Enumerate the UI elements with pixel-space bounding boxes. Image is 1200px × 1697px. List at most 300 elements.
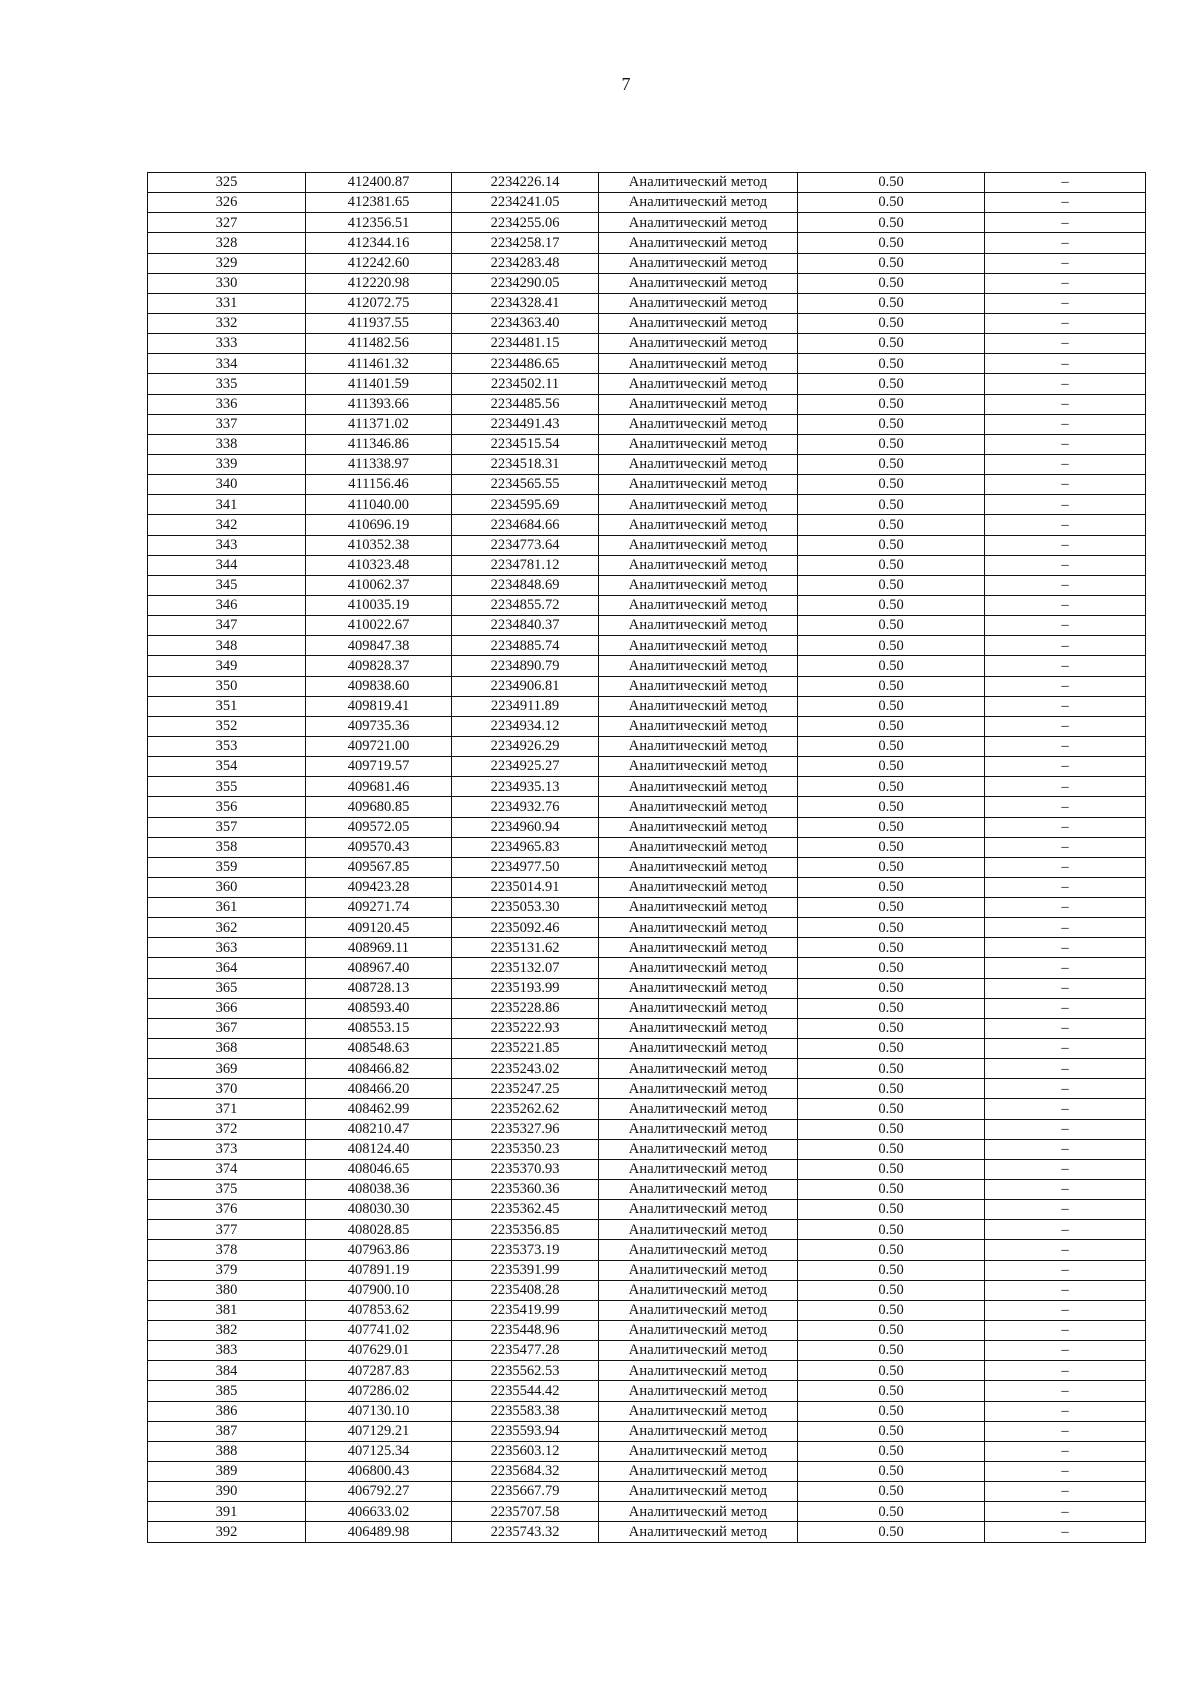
note-cell: – xyxy=(985,1240,1146,1260)
method-cell: Аналитический метод xyxy=(599,1341,798,1361)
x-coordinate-cell: 407741.02 xyxy=(306,1321,452,1341)
table-row xyxy=(148,918,1146,938)
method-cell: Аналитический метод xyxy=(599,173,798,193)
y-coordinate-cell: 2235360.36 xyxy=(452,1180,599,1200)
table-row xyxy=(148,1462,1146,1482)
method-cell: Аналитический метод xyxy=(599,434,798,454)
y-coordinate-cell: 2235362.45 xyxy=(452,1200,599,1220)
note-cell: – xyxy=(985,273,1146,293)
method-cell: Аналитический метод xyxy=(599,1139,798,1159)
x-coordinate-cell: 406489.98 xyxy=(306,1522,452,1542)
accuracy-cell: 0.50 xyxy=(798,797,985,817)
point-number-cell: 342 xyxy=(148,515,306,535)
x-coordinate-cell: 409719.57 xyxy=(306,757,452,777)
note-cell: – xyxy=(985,434,1146,454)
accuracy-cell: 0.50 xyxy=(798,595,985,615)
note-cell: – xyxy=(985,1502,1146,1522)
x-coordinate-cell: 408046.65 xyxy=(306,1159,452,1179)
accuracy-cell: 0.50 xyxy=(798,636,985,656)
accuracy-cell: 0.50 xyxy=(798,273,985,293)
method-cell: Аналитический метод xyxy=(599,1260,798,1280)
x-coordinate-cell: 409570.43 xyxy=(306,837,452,857)
method-cell: Аналитический метод xyxy=(599,1462,798,1482)
table-row xyxy=(148,454,1146,474)
point-number-cell: 392 xyxy=(148,1522,306,1542)
note-cell: – xyxy=(985,676,1146,696)
table-row xyxy=(148,213,1146,233)
method-cell: Аналитический метод xyxy=(599,1280,798,1300)
x-coordinate-cell: 408728.13 xyxy=(306,978,452,998)
x-coordinate-cell: 408466.82 xyxy=(306,1059,452,1079)
x-coordinate-cell: 408124.40 xyxy=(306,1139,452,1159)
table-row xyxy=(148,716,1146,736)
table-row xyxy=(148,736,1146,756)
y-coordinate-cell: 2234773.64 xyxy=(452,535,599,555)
method-cell: Аналитический метод xyxy=(599,1502,798,1522)
note-cell: – xyxy=(985,616,1146,636)
method-cell: Аналитический метод xyxy=(599,193,798,213)
y-coordinate-cell: 2235228.86 xyxy=(452,998,599,1018)
point-number-cell: 350 xyxy=(148,676,306,696)
method-cell: Аналитический метод xyxy=(599,877,798,897)
method-cell: Аналитический метод xyxy=(599,454,798,474)
x-coordinate-cell: 410323.48 xyxy=(306,555,452,575)
x-coordinate-cell: 408028.85 xyxy=(306,1220,452,1240)
coordinates-table xyxy=(147,172,1146,1543)
table-row xyxy=(148,636,1146,656)
table-row xyxy=(148,857,1146,877)
note-cell: – xyxy=(985,757,1146,777)
y-coordinate-cell: 2235667.79 xyxy=(452,1482,599,1502)
y-coordinate-cell: 2235243.02 xyxy=(452,1059,599,1079)
method-cell: Аналитический метод xyxy=(599,1119,798,1139)
method-cell: Аналитический метод xyxy=(599,374,798,394)
table-row xyxy=(148,1220,1146,1240)
point-number-cell: 386 xyxy=(148,1401,306,1421)
table-row xyxy=(148,1200,1146,1220)
note-cell: – xyxy=(985,1220,1146,1240)
x-coordinate-cell: 407287.83 xyxy=(306,1361,452,1381)
table-row xyxy=(148,797,1146,817)
accuracy-cell: 0.50 xyxy=(798,757,985,777)
x-coordinate-cell: 409572.05 xyxy=(306,817,452,837)
x-coordinate-cell: 409838.60 xyxy=(306,676,452,696)
method-cell: Аналитический метод xyxy=(599,1200,798,1220)
method-cell: Аналитический метод xyxy=(599,998,798,1018)
table-row xyxy=(148,273,1146,293)
x-coordinate-cell: 411937.55 xyxy=(306,313,452,333)
point-number-cell: 372 xyxy=(148,1119,306,1139)
x-coordinate-cell: 410062.37 xyxy=(306,575,452,595)
y-coordinate-cell: 2234965.83 xyxy=(452,837,599,857)
accuracy-cell: 0.50 xyxy=(798,616,985,636)
point-number-cell: 346 xyxy=(148,595,306,615)
point-number-cell: 353 xyxy=(148,736,306,756)
note-cell: – xyxy=(985,1300,1146,1320)
method-cell: Аналитический метод xyxy=(599,595,798,615)
method-cell: Аналитический метод xyxy=(599,414,798,434)
table-row xyxy=(148,656,1146,676)
x-coordinate-cell: 410022.67 xyxy=(306,616,452,636)
y-coordinate-cell: 2235221.85 xyxy=(452,1039,599,1059)
note-cell: – xyxy=(985,535,1146,555)
y-coordinate-cell: 2234328.41 xyxy=(452,293,599,313)
note-cell: – xyxy=(985,293,1146,313)
x-coordinate-cell: 411401.59 xyxy=(306,374,452,394)
method-cell: Аналитический метод xyxy=(599,757,798,777)
x-coordinate-cell: 407125.34 xyxy=(306,1441,452,1461)
accuracy-cell: 0.50 xyxy=(798,958,985,978)
note-cell: – xyxy=(985,958,1146,978)
x-coordinate-cell: 409847.38 xyxy=(306,636,452,656)
accuracy-cell: 0.50 xyxy=(798,676,985,696)
accuracy-cell: 0.50 xyxy=(798,1079,985,1099)
x-coordinate-cell: 412381.65 xyxy=(306,193,452,213)
point-number-cell: 390 xyxy=(148,1482,306,1502)
accuracy-cell: 0.50 xyxy=(798,1220,985,1240)
accuracy-cell: 0.50 xyxy=(798,1300,985,1320)
accuracy-cell: 0.50 xyxy=(798,253,985,273)
y-coordinate-cell: 2235603.12 xyxy=(452,1441,599,1461)
table-row xyxy=(148,293,1146,313)
point-number-cell: 337 xyxy=(148,414,306,434)
y-coordinate-cell: 2234684.66 xyxy=(452,515,599,535)
accuracy-cell: 0.50 xyxy=(798,938,985,958)
method-cell: Аналитический метод xyxy=(599,817,798,837)
x-coordinate-cell: 411338.97 xyxy=(306,454,452,474)
table-row xyxy=(148,1341,1146,1361)
table-row xyxy=(148,757,1146,777)
y-coordinate-cell: 2235583.38 xyxy=(452,1401,599,1421)
point-number-cell: 389 xyxy=(148,1462,306,1482)
method-cell: Аналитический метод xyxy=(599,857,798,877)
x-coordinate-cell: 409721.00 xyxy=(306,736,452,756)
note-cell: – xyxy=(985,716,1146,736)
x-coordinate-cell: 409680.85 xyxy=(306,797,452,817)
note-cell: – xyxy=(985,1441,1146,1461)
x-coordinate-cell: 411040.00 xyxy=(306,495,452,515)
point-number-cell: 376 xyxy=(148,1200,306,1220)
method-cell: Аналитический метод xyxy=(599,1321,798,1341)
accuracy-cell: 0.50 xyxy=(798,857,985,877)
x-coordinate-cell: 412356.51 xyxy=(306,213,452,233)
table-row xyxy=(148,1099,1146,1119)
x-coordinate-cell: 407129.21 xyxy=(306,1421,452,1441)
y-coordinate-cell: 2235053.30 xyxy=(452,898,599,918)
x-coordinate-cell: 408462.99 xyxy=(306,1099,452,1119)
table-row xyxy=(148,233,1146,253)
method-cell: Аналитический метод xyxy=(599,1099,798,1119)
method-cell: Аналитический метод xyxy=(599,1018,798,1038)
x-coordinate-cell: 409735.36 xyxy=(306,716,452,736)
x-coordinate-cell: 407629.01 xyxy=(306,1341,452,1361)
note-cell: – xyxy=(985,1119,1146,1139)
note-cell: – xyxy=(985,898,1146,918)
accuracy-cell: 0.50 xyxy=(798,1441,985,1461)
y-coordinate-cell: 2234481.15 xyxy=(452,334,599,354)
note-cell: – xyxy=(985,313,1146,333)
point-number-cell: 385 xyxy=(148,1381,306,1401)
table-row xyxy=(148,434,1146,454)
note-cell: – xyxy=(985,213,1146,233)
point-number-cell: 328 xyxy=(148,233,306,253)
accuracy-cell: 0.50 xyxy=(798,374,985,394)
accuracy-cell: 0.50 xyxy=(798,475,985,495)
table-row xyxy=(148,334,1146,354)
method-cell: Аналитический метод xyxy=(599,918,798,938)
note-cell: – xyxy=(985,797,1146,817)
method-cell: Аналитический метод xyxy=(599,1079,798,1099)
note-cell: – xyxy=(985,736,1146,756)
method-cell: Аналитический метод xyxy=(599,716,798,736)
note-cell: – xyxy=(985,696,1146,716)
note-cell: – xyxy=(985,656,1146,676)
accuracy-cell: 0.50 xyxy=(798,1139,985,1159)
table-row xyxy=(148,535,1146,555)
y-coordinate-cell: 2235356.85 xyxy=(452,1220,599,1240)
method-cell: Аналитический метод xyxy=(599,636,798,656)
table-row xyxy=(148,1240,1146,1260)
table-row xyxy=(148,253,1146,273)
note-cell: – xyxy=(985,253,1146,273)
note-cell: – xyxy=(985,193,1146,213)
point-number-cell: 327 xyxy=(148,213,306,233)
method-cell: Аналитический метод xyxy=(599,1482,798,1502)
table-row xyxy=(148,1260,1146,1280)
y-coordinate-cell: 2235193.99 xyxy=(452,978,599,998)
accuracy-cell: 0.50 xyxy=(798,515,985,535)
method-cell: Аналитический метод xyxy=(599,1159,798,1179)
accuracy-cell: 0.50 xyxy=(798,354,985,374)
point-number-cell: 325 xyxy=(148,173,306,193)
y-coordinate-cell: 2235014.91 xyxy=(452,877,599,897)
table-row xyxy=(148,1381,1146,1401)
y-coordinate-cell: 2234885.74 xyxy=(452,636,599,656)
method-cell: Аналитический метод xyxy=(599,1039,798,1059)
point-number-cell: 370 xyxy=(148,1079,306,1099)
point-number-cell: 378 xyxy=(148,1240,306,1260)
y-coordinate-cell: 2235262.62 xyxy=(452,1099,599,1119)
note-cell: – xyxy=(985,938,1146,958)
accuracy-cell: 0.50 xyxy=(798,434,985,454)
table-row xyxy=(148,1139,1146,1159)
method-cell: Аналитический метод xyxy=(599,797,798,817)
point-number-cell: 369 xyxy=(148,1059,306,1079)
table-row xyxy=(148,1059,1146,1079)
y-coordinate-cell: 2235222.93 xyxy=(452,1018,599,1038)
method-cell: Аналитический метод xyxy=(599,696,798,716)
y-coordinate-cell: 2234290.05 xyxy=(452,273,599,293)
note-cell: – xyxy=(985,857,1146,877)
x-coordinate-cell: 411371.02 xyxy=(306,414,452,434)
note-cell: – xyxy=(985,414,1146,434)
x-coordinate-cell: 409120.45 xyxy=(306,918,452,938)
table-row xyxy=(148,1300,1146,1320)
point-number-cell: 366 xyxy=(148,998,306,1018)
x-coordinate-cell: 408038.36 xyxy=(306,1180,452,1200)
point-number-cell: 368 xyxy=(148,1039,306,1059)
y-coordinate-cell: 2234932.76 xyxy=(452,797,599,817)
x-coordinate-cell: 408030.30 xyxy=(306,1200,452,1220)
point-number-cell: 338 xyxy=(148,434,306,454)
table-row xyxy=(148,515,1146,535)
accuracy-cell: 0.50 xyxy=(798,1462,985,1482)
y-coordinate-cell: 2234565.55 xyxy=(452,475,599,495)
y-coordinate-cell: 2235408.28 xyxy=(452,1280,599,1300)
note-cell: – xyxy=(985,1139,1146,1159)
y-coordinate-cell: 2235684.32 xyxy=(452,1462,599,1482)
point-number-cell: 336 xyxy=(148,394,306,414)
point-number-cell: 360 xyxy=(148,877,306,897)
x-coordinate-cell: 410035.19 xyxy=(306,595,452,615)
table-row xyxy=(148,1502,1146,1522)
note-cell: – xyxy=(985,454,1146,474)
point-number-cell: 326 xyxy=(148,193,306,213)
table-row xyxy=(148,193,1146,213)
point-number-cell: 340 xyxy=(148,475,306,495)
y-coordinate-cell: 2234515.54 xyxy=(452,434,599,454)
note-cell: – xyxy=(985,1059,1146,1079)
y-coordinate-cell: 2234781.12 xyxy=(452,555,599,575)
x-coordinate-cell: 411482.56 xyxy=(306,334,452,354)
table-row xyxy=(148,313,1146,333)
point-number-cell: 364 xyxy=(148,958,306,978)
point-number-cell: 380 xyxy=(148,1280,306,1300)
x-coordinate-cell: 408967.40 xyxy=(306,958,452,978)
y-coordinate-cell: 2235391.99 xyxy=(452,1260,599,1280)
accuracy-cell: 0.50 xyxy=(798,1401,985,1421)
table-row xyxy=(148,414,1146,434)
table-row xyxy=(148,1159,1146,1179)
table-row xyxy=(148,1441,1146,1461)
accuracy-cell: 0.50 xyxy=(798,1099,985,1119)
x-coordinate-cell: 407130.10 xyxy=(306,1401,452,1421)
x-coordinate-cell: 409819.41 xyxy=(306,696,452,716)
point-number-cell: 335 xyxy=(148,374,306,394)
accuracy-cell: 0.50 xyxy=(798,193,985,213)
y-coordinate-cell: 2234960.94 xyxy=(452,817,599,837)
accuracy-cell: 0.50 xyxy=(798,394,985,414)
point-number-cell: 374 xyxy=(148,1159,306,1179)
x-coordinate-cell: 406800.43 xyxy=(306,1462,452,1482)
note-cell: – xyxy=(985,1079,1146,1099)
note-cell: – xyxy=(985,817,1146,837)
table-row xyxy=(148,173,1146,193)
point-number-cell: 359 xyxy=(148,857,306,877)
y-coordinate-cell: 2235132.07 xyxy=(452,958,599,978)
table-row xyxy=(148,1321,1146,1341)
y-coordinate-cell: 2234848.69 xyxy=(452,575,599,595)
x-coordinate-cell: 409271.74 xyxy=(306,898,452,918)
table-row xyxy=(148,1361,1146,1381)
accuracy-cell: 0.50 xyxy=(798,716,985,736)
note-cell: – xyxy=(985,877,1146,897)
method-cell: Аналитический метод xyxy=(599,1522,798,1542)
y-coordinate-cell: 2234935.13 xyxy=(452,777,599,797)
note-cell: – xyxy=(985,918,1146,938)
x-coordinate-cell: 410352.38 xyxy=(306,535,452,555)
accuracy-cell: 0.50 xyxy=(798,1502,985,1522)
accuracy-cell: 0.50 xyxy=(798,1482,985,1502)
table-row xyxy=(148,616,1146,636)
point-number-cell: 351 xyxy=(148,696,306,716)
point-number-cell: 341 xyxy=(148,495,306,515)
accuracy-cell: 0.50 xyxy=(798,1059,985,1079)
table-row xyxy=(148,958,1146,978)
point-number-cell: 391 xyxy=(148,1502,306,1522)
x-coordinate-cell: 412400.87 xyxy=(306,173,452,193)
x-coordinate-cell: 408969.11 xyxy=(306,938,452,958)
x-coordinate-cell: 408210.47 xyxy=(306,1119,452,1139)
y-coordinate-cell: 2234255.06 xyxy=(452,213,599,233)
note-cell: – xyxy=(985,777,1146,797)
note-cell: – xyxy=(985,1039,1146,1059)
point-number-cell: 361 xyxy=(148,898,306,918)
y-coordinate-cell: 2235370.93 xyxy=(452,1159,599,1179)
accuracy-cell: 0.50 xyxy=(798,777,985,797)
point-number-cell: 384 xyxy=(148,1361,306,1381)
point-number-cell: 371 xyxy=(148,1099,306,1119)
note-cell: – xyxy=(985,354,1146,374)
method-cell: Аналитический метод xyxy=(599,837,798,857)
method-cell: Аналитический метод xyxy=(599,616,798,636)
method-cell: Аналитический метод xyxy=(599,293,798,313)
y-coordinate-cell: 2235448.96 xyxy=(452,1321,599,1341)
point-number-cell: 332 xyxy=(148,313,306,333)
y-coordinate-cell: 2234486.65 xyxy=(452,354,599,374)
method-cell: Аналитический метод xyxy=(599,898,798,918)
note-cell: – xyxy=(985,595,1146,615)
x-coordinate-cell: 407963.86 xyxy=(306,1240,452,1260)
accuracy-cell: 0.50 xyxy=(798,535,985,555)
accuracy-cell: 0.50 xyxy=(798,414,985,434)
method-cell: Аналитический метод xyxy=(599,736,798,756)
y-coordinate-cell: 2235092.46 xyxy=(452,918,599,938)
y-coordinate-cell: 2234491.43 xyxy=(452,414,599,434)
accuracy-cell: 0.50 xyxy=(798,173,985,193)
method-cell: Аналитический метод xyxy=(599,535,798,555)
point-number-cell: 363 xyxy=(148,938,306,958)
method-cell: Аналитический метод xyxy=(599,656,798,676)
table-row xyxy=(148,1180,1146,1200)
accuracy-cell: 0.50 xyxy=(798,1119,985,1139)
note-cell: – xyxy=(985,475,1146,495)
method-cell: Аналитический метод xyxy=(599,1059,798,1079)
method-cell: Аналитический метод xyxy=(599,1220,798,1240)
table-row xyxy=(148,998,1146,1018)
table-row xyxy=(148,696,1146,716)
point-number-cell: 343 xyxy=(148,535,306,555)
accuracy-cell: 0.50 xyxy=(798,1159,985,1179)
table-row xyxy=(148,1018,1146,1038)
method-cell: Аналитический метод xyxy=(599,253,798,273)
method-cell: Аналитический метод xyxy=(599,978,798,998)
note-cell: – xyxy=(985,1482,1146,1502)
point-number-cell: 358 xyxy=(148,837,306,857)
note-cell: – xyxy=(985,334,1146,354)
table-row xyxy=(148,555,1146,575)
note-cell: – xyxy=(985,515,1146,535)
point-number-cell: 379 xyxy=(148,1260,306,1280)
accuracy-cell: 0.50 xyxy=(798,1522,985,1542)
accuracy-cell: 0.50 xyxy=(798,1280,985,1300)
note-cell: – xyxy=(985,1321,1146,1341)
accuracy-cell: 0.50 xyxy=(798,1361,985,1381)
accuracy-cell: 0.50 xyxy=(798,454,985,474)
point-number-cell: 349 xyxy=(148,656,306,676)
table-row xyxy=(148,1280,1146,1300)
table-row xyxy=(148,1522,1146,1542)
